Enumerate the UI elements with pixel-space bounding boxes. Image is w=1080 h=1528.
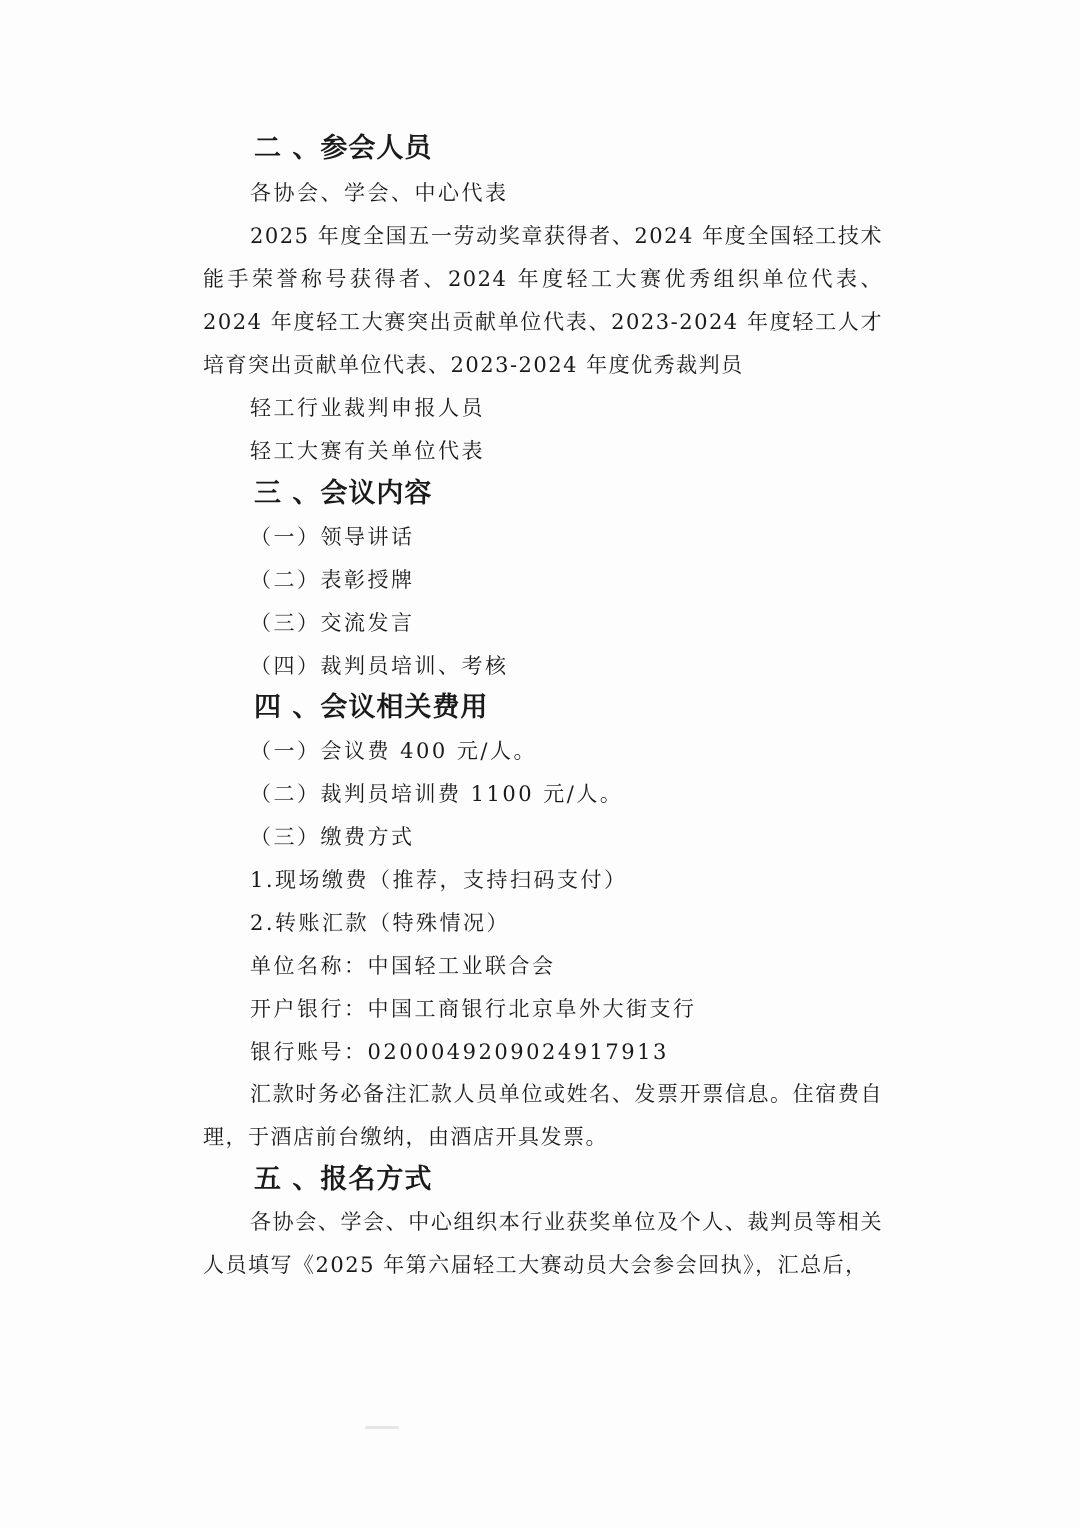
section-heading-agenda: 三 、会议内容: [254, 478, 433, 509]
attendee-item-associations: 各协会、学会、中心代表: [250, 181, 509, 205]
attendee-item-units: 轻工大赛有关单位代表: [250, 439, 485, 463]
section-heading-registration: 五 、报名方式: [254, 1164, 433, 1195]
agenda-item: （二）表彰授牌: [250, 568, 415, 592]
scan-mark: [365, 1426, 399, 1429]
registration-paragraph: 各协会、学会、中心组织本行业获奖单位及个人、裁判员等相关人员填写《2025 年第六届轻工大赛动员大会参会回执》，汇总后，: [203, 1210, 883, 1277]
section-heading-fees: 四 、会议相关费用: [254, 692, 489, 723]
payee-account-number: 银行账号：0200049209024917913: [250, 1040, 669, 1064]
section-heading-attendees: 二 、参会人员: [254, 133, 433, 164]
fee-payment-method: （三）缴费方式: [250, 825, 415, 849]
agenda-item: （一）领导讲话: [250, 525, 415, 549]
payee-bank: 开户银行：中国工商银行北京阜外大街支行: [250, 997, 697, 1021]
payee-unit-name: 单位名称：中国轻工业联合会: [250, 954, 556, 978]
agenda-item: （三）交流发言: [250, 611, 415, 635]
payment-onsite: 1.现场缴费（推荐，支持扫码支付）: [250, 868, 628, 892]
attendee-item-referees: 轻工行业裁判申报人员: [250, 396, 485, 420]
payment-note: 汇款时务必备注汇款人员单位或姓名、发票开票信息。住宿费自理，于酒店前台缴纳，由酒店开具发票。: [203, 1082, 883, 1149]
agenda-item: （四）裁判员培训、考核: [250, 654, 509, 678]
fee-meeting: （一）会议费 400 元/人。: [250, 739, 538, 763]
attendee-paragraph-awardees: 2025 年度全国五一劳动奖章获得者、2024 年度全国轻工技术能手荣誉称号获得者、2024 年度轻工大赛优秀组织单位代表、2024 年度轻工大赛突出贡献单位代表、2023-2024 年度轻工人才培育突出贡献单位代表、2023-2024 年度优秀裁判员: [203, 224, 883, 377]
fee-referee-training: （二）裁判员培训费 1100 元/人。: [250, 782, 624, 806]
payment-transfer: 2.转账汇款（特殊情况）: [250, 911, 511, 935]
